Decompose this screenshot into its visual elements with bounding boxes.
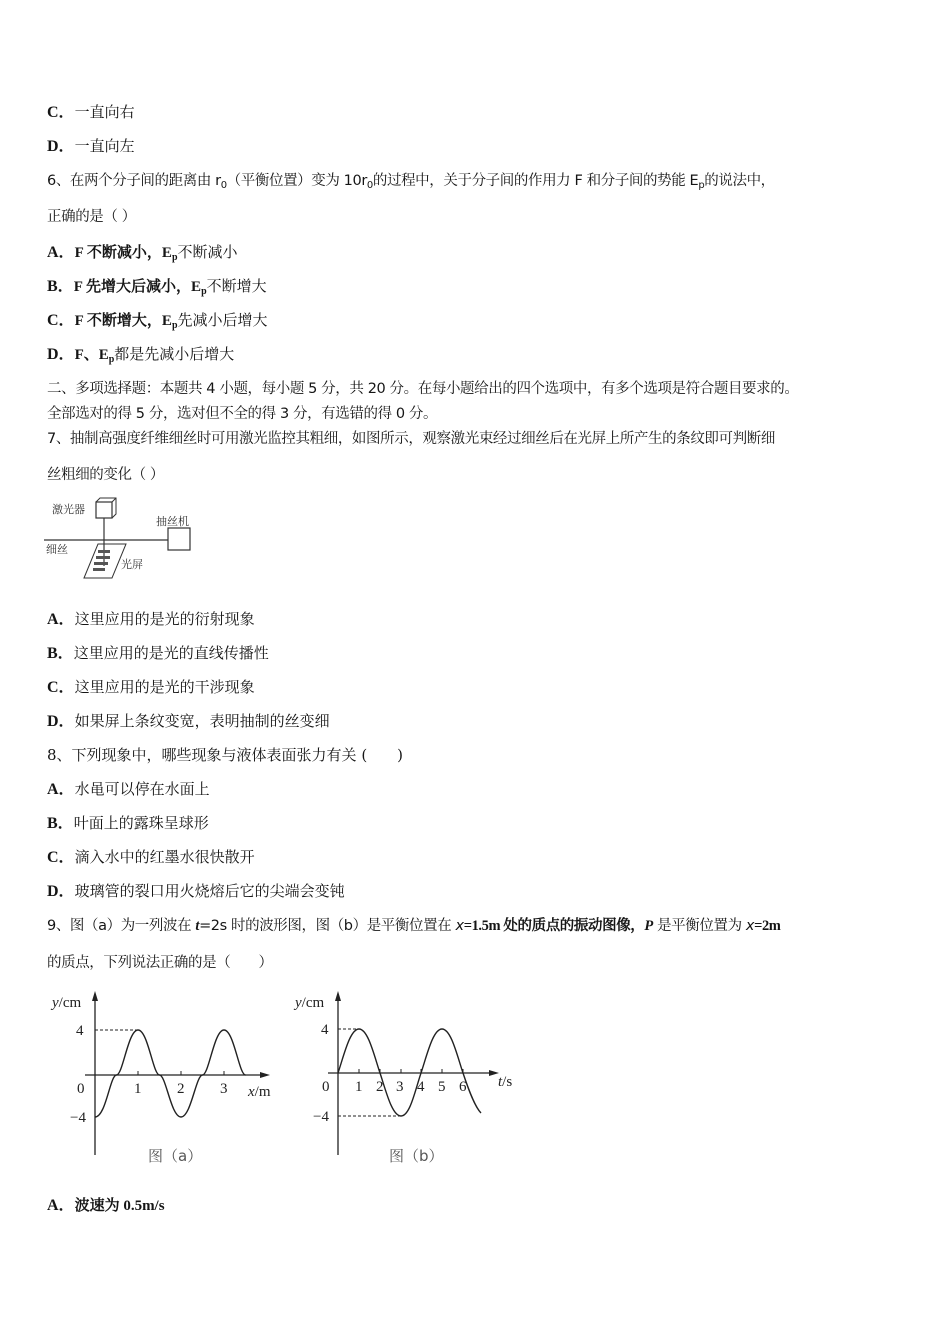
svg-text:1: 1 — [134, 1081, 142, 1097]
var-t: t — [195, 918, 200, 934]
option-letter: B． — [47, 815, 74, 832]
option-text: 一直向左 — [74, 137, 135, 155]
option-text: F 先增大后减小，E — [73, 279, 202, 295]
option-letter: B． — [47, 278, 74, 295]
q8-stem: 8、下列现象中，哪些现象与液体表面张力有关 ( ) — [47, 746, 404, 764]
section2-line1: 二、多项选择题：本题共 4 小题，每小题 5 分，共 20 分。在每小题给出的四个选项中，有多个选项是符合题目要求的。 — [47, 381, 799, 397]
laser-diagram — [44, 494, 204, 584]
option-letter: D． — [47, 883, 75, 900]
subscript: p — [698, 180, 705, 191]
option-text: 滴入水中的红墨水很快散开 — [74, 848, 255, 866]
q5-option-d — [47, 136, 135, 157]
subscript: 0 — [366, 180, 373, 191]
svg-text:−4: −4 — [313, 1109, 329, 1125]
subscript: p — [201, 286, 207, 297]
svg-text:2: 2 — [177, 1081, 185, 1097]
q7-option-c — [47, 677, 255, 698]
option-text: 先减小后增大 — [177, 311, 268, 329]
option-letter: A． — [47, 781, 75, 798]
var-x: x — [745, 918, 755, 934]
q9-option-a — [47, 1195, 165, 1216]
option-letter: D． — [47, 346, 75, 363]
option-text: 这里应用的是光的干涉现象 — [74, 678, 255, 696]
option-text: 这里应用的是光的直线传播性 — [73, 644, 269, 662]
svg-text:y/cm: y/cm — [52, 995, 82, 1011]
option-letter: C． — [47, 849, 75, 866]
option-text: 如果屏上条纹变宽，表明抽制的丝变细 — [74, 712, 330, 730]
stem-text: =2s 时的波形图，图（b）是平衡位置在 — [199, 918, 456, 934]
label-machine: 抽丝机 — [156, 515, 189, 528]
q6-option-b — [47, 276, 267, 302]
q9-stem-line1 — [47, 916, 781, 936]
svg-text:5: 5 — [438, 1079, 446, 1095]
q6-option-d — [47, 344, 234, 370]
q6-option-a — [47, 242, 238, 268]
option-letter: D． — [47, 138, 75, 155]
caption-b: 图（b） — [389, 1147, 444, 1165]
q8-option-b — [47, 813, 209, 834]
q7-option-b — [47, 643, 269, 664]
q8-option-a — [47, 779, 210, 800]
wave-graph-a — [40, 985, 290, 1175]
svg-text:0: 0 — [77, 1081, 85, 1097]
option-text: 都是先减小后增大 — [114, 345, 235, 363]
var-P: P — [644, 918, 653, 934]
q8-option-c — [47, 847, 255, 868]
svg-text:2: 2 — [376, 1079, 384, 1095]
option-text: 这里应用的是光的衍射现象 — [74, 610, 255, 628]
q7-stem-line2: 丝粗细的变化（ ） — [47, 467, 165, 483]
q8-option-d — [47, 881, 345, 902]
section2-line2: 全部选对的得 5 分，选对但不全的得 3 分，有选错的得 0 分。 — [47, 406, 438, 422]
svg-text:y/cm: y/cm — [295, 995, 325, 1011]
caption-a: 图（a） — [148, 1147, 203, 1165]
option-text: 不断增大 — [206, 277, 267, 295]
q6-option-c — [47, 310, 268, 336]
option-letter: B． — [47, 645, 74, 662]
q5-option-c — [47, 102, 135, 123]
option-text: 叶面上的露珠呈球形 — [73, 814, 209, 832]
option-letter: C． — [47, 104, 75, 121]
subscript: p — [171, 320, 178, 331]
svg-text:1: 1 — [355, 1079, 363, 1095]
stem-text: =1.5m 处的质点的振动图像， — [463, 918, 645, 934]
option-text: F、E — [74, 347, 109, 363]
q7-stem-line1: 7、抽制高强度纤维细丝时可用激光监控其粗细，如图所示，观察激光束经过细丝后在光屏上所产生的条纹即可判断细 — [47, 431, 775, 447]
subscript: p — [171, 252, 178, 263]
option-text: 一直向右 — [74, 103, 135, 121]
svg-text:3: 3 — [220, 1081, 228, 1097]
option-letter: C． — [47, 679, 75, 696]
option-text: F 不断减小，E — [74, 245, 172, 261]
svg-text:3: 3 — [396, 1079, 404, 1095]
option-letter: A． — [47, 1197, 75, 1214]
svg-text:6: 6 — [459, 1079, 467, 1095]
stem-text: （平衡位置）变为 10r — [226, 173, 367, 189]
svg-text:4: 4 — [76, 1023, 84, 1039]
stem-text: 的说法中， — [704, 173, 775, 189]
option-letter: C． — [47, 312, 75, 329]
option-text: 不断减小 — [177, 243, 238, 261]
q6-stem-line2: 正确的是（ ） — [47, 209, 136, 225]
svg-text:−4: −4 — [70, 1110, 86, 1126]
option-letter: D． — [47, 713, 75, 730]
q7-option-d — [47, 711, 330, 732]
svg-text:0: 0 — [322, 1079, 330, 1095]
stem-text: 9、图（a）为一列波在 — [47, 918, 196, 934]
var-x: x — [455, 918, 464, 934]
q6-stem-line1 — [47, 171, 775, 196]
option-text: 水黾可以停在水面上 — [74, 780, 210, 798]
label-screen: 光屏 — [121, 558, 143, 571]
label-wire: 细丝 — [46, 543, 68, 556]
option-text: 波速为 0.5m/s — [74, 1198, 165, 1214]
option-letter: A． — [47, 611, 75, 628]
svg-text:x/m: x/m — [248, 1084, 271, 1100]
subscript: p — [108, 354, 115, 365]
option-text: F 不断增大，E — [74, 313, 172, 329]
stem-text: =2m — [754, 918, 781, 934]
subscript: 0 — [220, 180, 227, 191]
stem-text: 6、在两个分子间的距离由 r — [47, 173, 221, 189]
stem-text: 的过程中，关于分子间的作用力 F 和分子间的势能 E — [372, 173, 699, 189]
q7-option-a — [47, 609, 255, 630]
q9-stem-line2: 的质点，下列说法正确的是（ ） — [47, 955, 273, 971]
svg-text:t/s: t/s — [498, 1074, 513, 1090]
wave-graph-b — [285, 985, 525, 1175]
option-text: 玻璃管的裂口用火烧熔后它的尖端会变钝 — [74, 882, 345, 900]
stem-text: 是平衡位置为 — [652, 918, 746, 934]
svg-text:4: 4 — [321, 1022, 329, 1038]
option-letter: A． — [47, 244, 75, 261]
label-laser: 激光器 — [52, 503, 85, 516]
svg-text:4: 4 — [417, 1079, 425, 1095]
